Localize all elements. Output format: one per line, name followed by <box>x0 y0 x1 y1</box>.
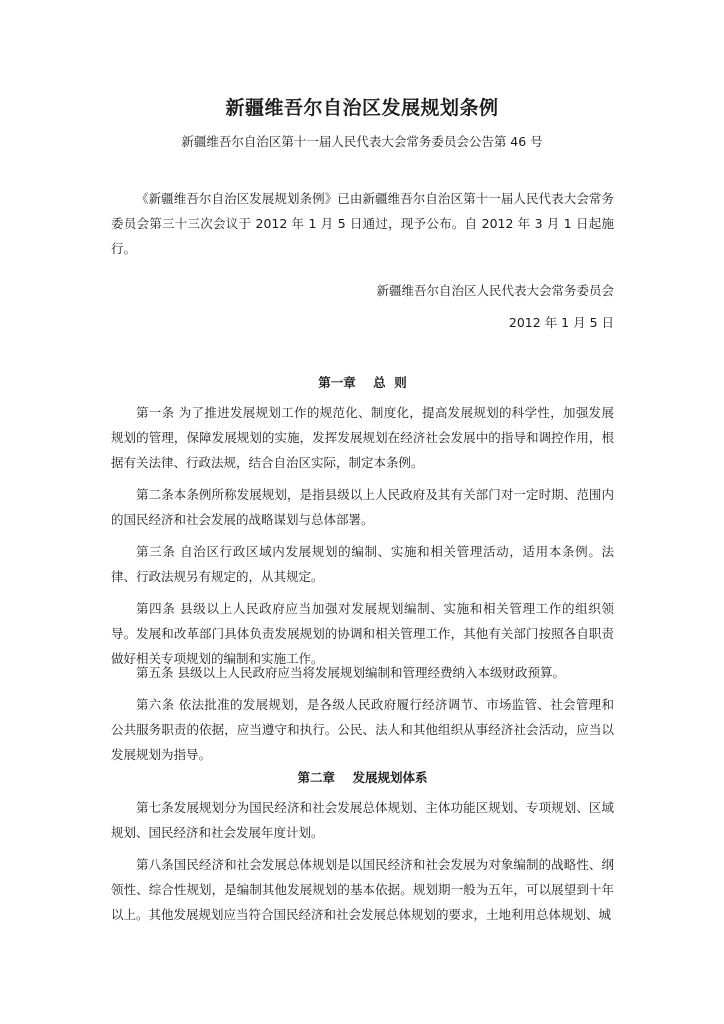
article-2: 第二条本条例所称发展规划，是指县级以上人民政府及其有关部门对一定时期、范围内的国民经济和社会发展的战略谋划与总体部署。 <box>111 487 614 527</box>
document-title: 新疆维吾尔自治区发展规划条例 <box>225 97 499 119</box>
chapter-heading-1: 第一章 总 则 <box>318 375 407 390</box>
article-7: 第七条发展规划分为国民经济和社会发展总体规划、主体功能区规划、专项规划、区域规划、国民经济和社会发展年度计划。 <box>111 800 614 840</box>
announcement-paragraph: 《新疆维吾尔自治区发展规划条例》已由新疆维吾尔自治区第十一届人民代表大会常务委员会第三十三次会议于 2012 年 1 月 5 日通过，现予公布。自 2012 年 3 月 1 日起施行。 <box>111 191 614 256</box>
chapter-heading-2: 第二章 发展规划体系 <box>297 770 428 785</box>
article-5: 第五条 县级以上人民政府应当将发展规划编制和管理经费纳入本级财政预算。 <box>136 665 565 680</box>
article-6: 第六条 依法批准的发展规划，是各级人民政府履行经济调节、市场监管、社会管理和公共服务职责的依据，应当遵守和执行。公民、法人和其他组织从事经济社会活动，应当以发展规划为指导。 <box>111 697 614 762</box>
article-8: 第八条国民经济和社会发展总体规划是以国民经济和社会发展为对象编制的战略性、纲领性、综合性规划，是编制其他发展规划的基本依据。规划期一般为五年，可以展望到十年以上。其他发展规划应当符合国民经济和社会发展总体规划的要求，土地利用总体规划、城 <box>111 857 614 922</box>
article-1: 第一条 为了推进发展规划工作的规范化、制度化，提高发展规划的科学性，加强发展规划的管理，保障发展规划的实施，发挥发展规划在经济社会发展中的指导和调控作用，根据有关法律、行政法规，结合自治区实际，制定本条例。 <box>111 405 614 470</box>
article-4: 第四条 县级以上人民政府应当加强对发展规划编制、实施和相关管理工作的组织领导。发展和改革部门具体负责发展规划的协调和相关管理工作，其他有关部门按照各自职责做好相关专项规划的编制和实施工作。 <box>111 601 614 666</box>
issue-date: 2012 年 1 月 5 日 <box>508 315 614 330</box>
article-3: 第三条 自治区行政区域内发展规划的编制、实施和相关管理活动，适用本条例。法律、行政法规另有规定的，从其规定。 <box>111 544 614 584</box>
announcement-number: 新疆维吾尔自治区第十一届人民代表大会常务委员会公告第 46 号 <box>181 134 543 149</box>
issuer: 新疆维吾尔自治区人民代表大会常务委员会 <box>376 283 614 298</box>
